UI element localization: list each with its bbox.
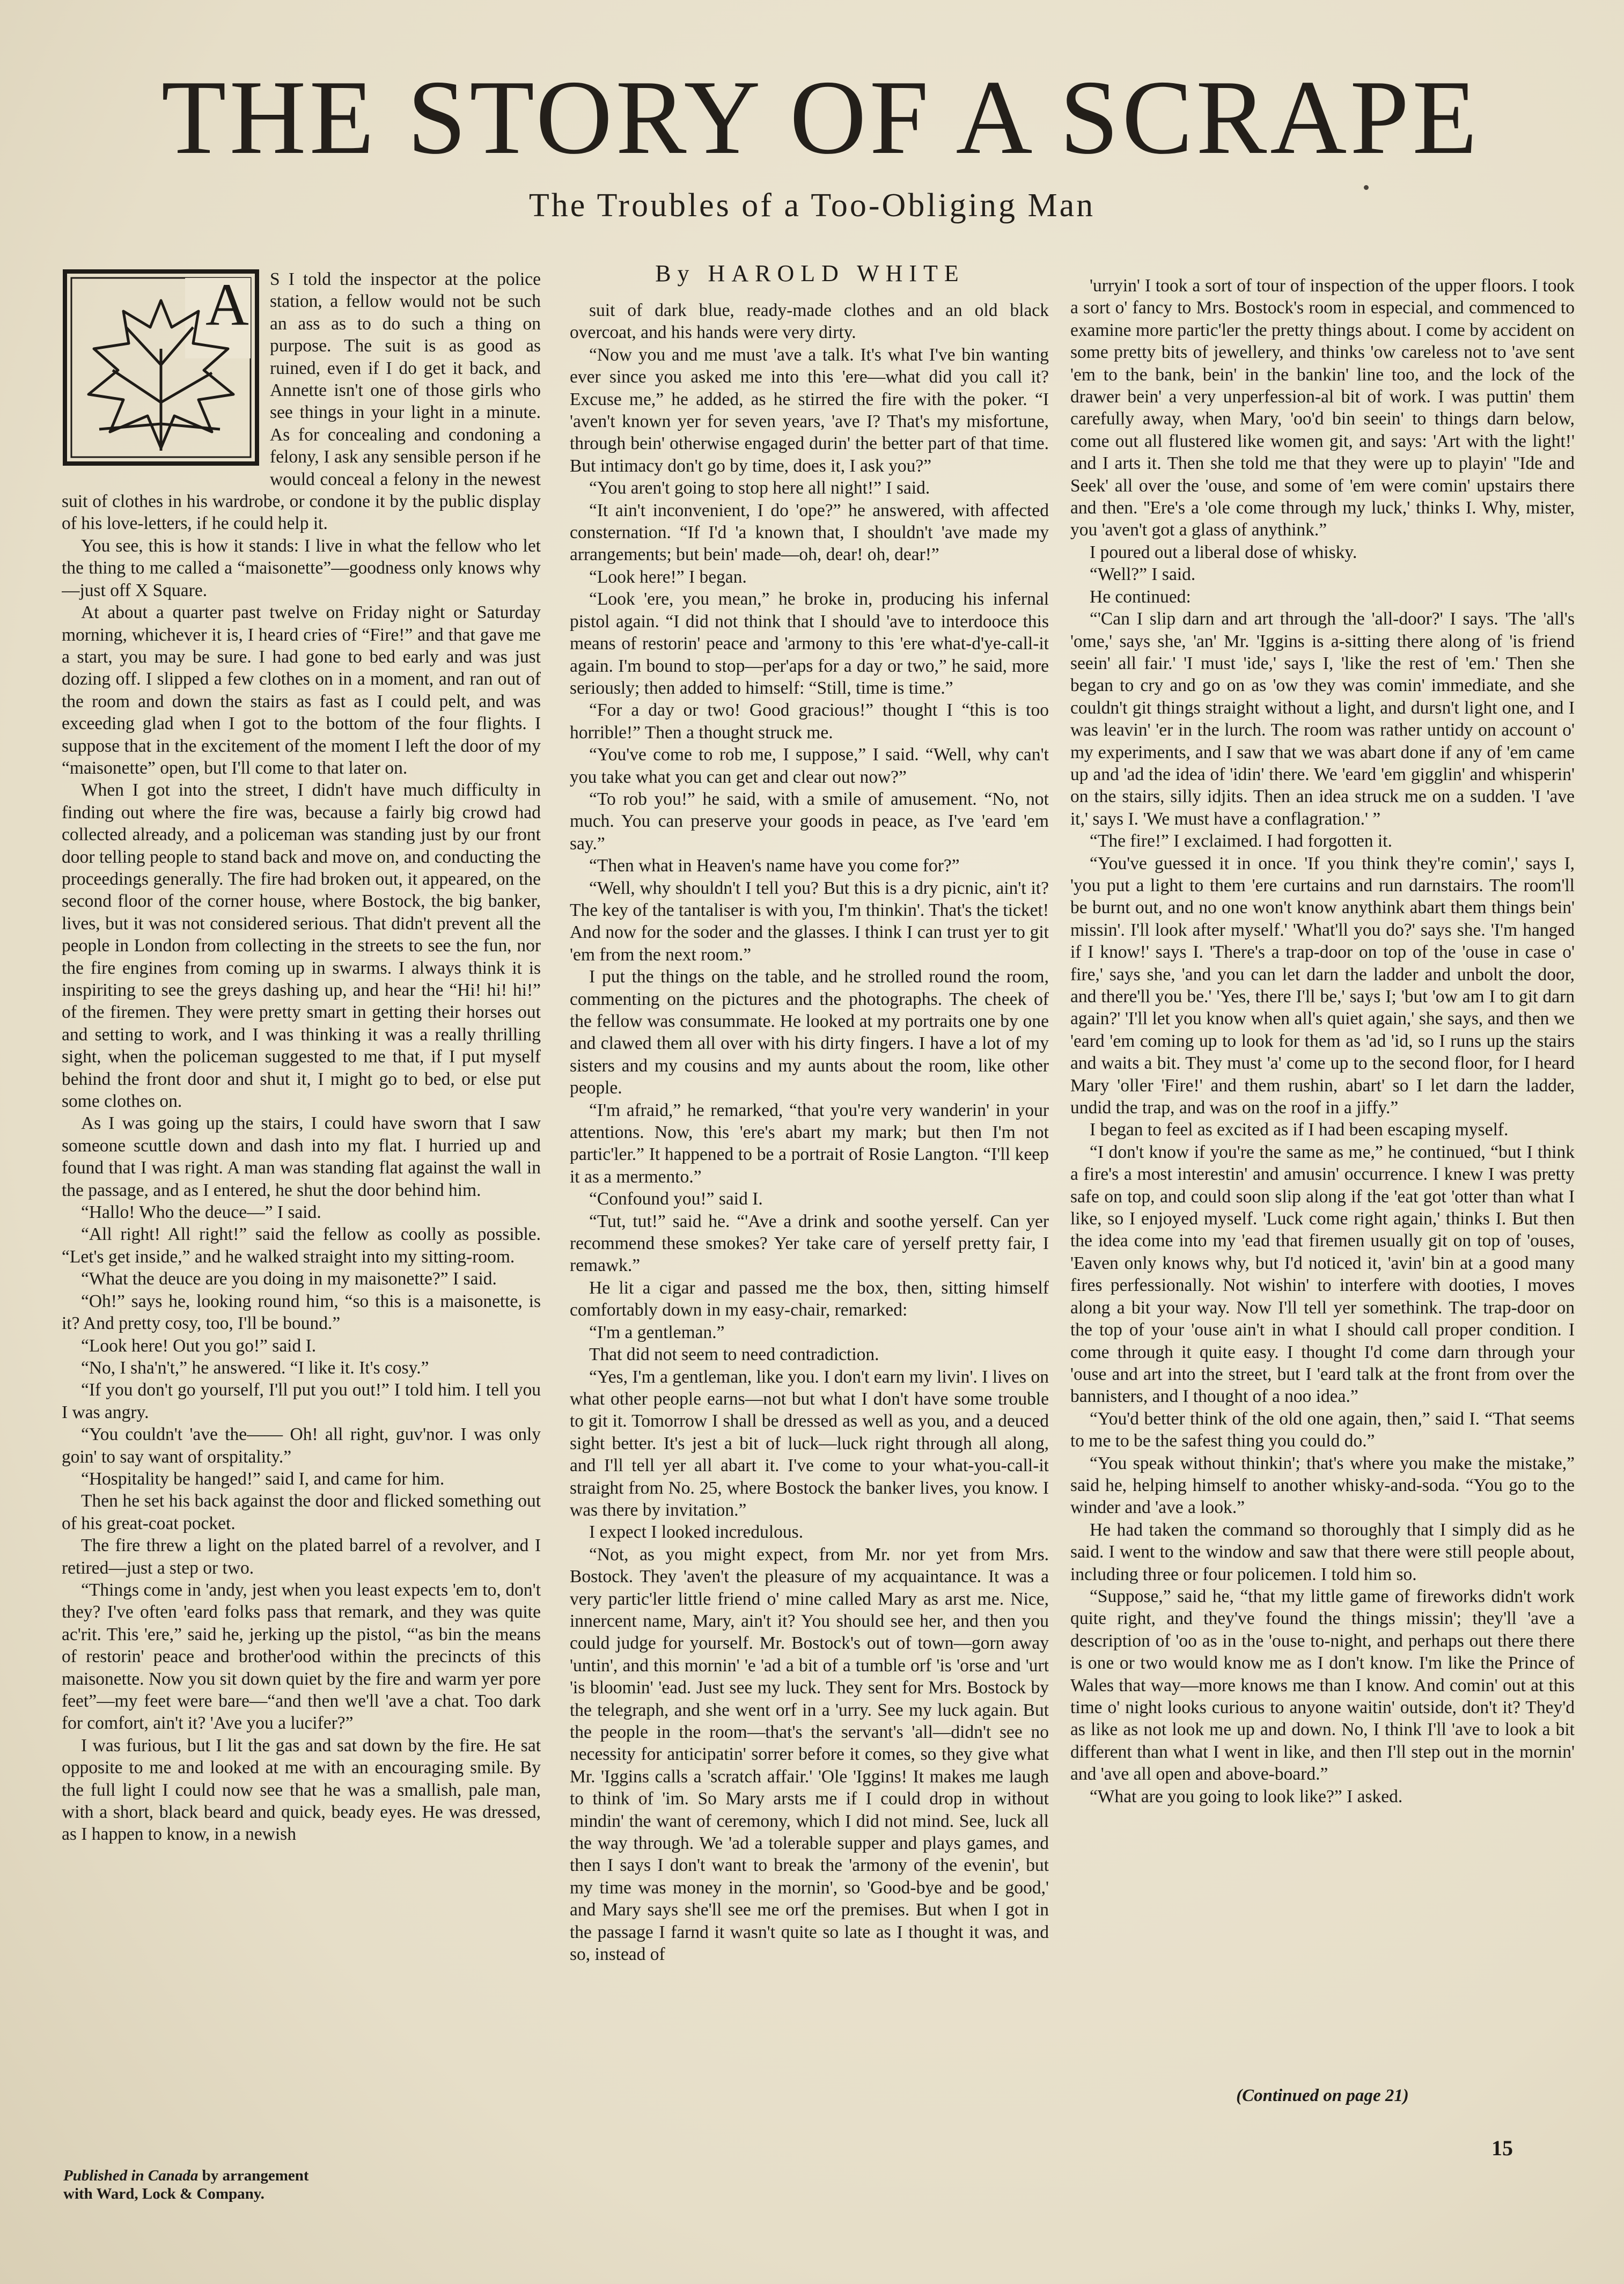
publication-note-lead: Published in Canada xyxy=(63,2167,199,2184)
dropcap-letter: A xyxy=(205,271,249,338)
paragraph: He lit a cigar and passed me the box, then, sitting himself comfortably down in my easy-chair, remarked: xyxy=(570,1277,1049,1320)
paragraph: “You've guessed it in once. 'If you think they're comin',' says I, 'you put a light to them 'ere curtains and run darnstairs. The room'll be burnt out, and no one won't know anythink abart them things bein' missin'. I'll look after myself.' 'What'll you do?' says she. 'I'm hanged if I know!' says I. 'There's a trap-door on top of the 'ouse in case o' fire,' says she, 'and you can let darn the ladder and unbolt the door, and there'll you be.' 'Yes, there I'll be,' says I; 'but 'ow am I to git darn again?' 'I'll let you know when all's quiet again,' she says, and then we 'eard 'em coming up to look for them as 'ad 'id, so I runs up the stairs and waits a bit. They must 'a' come up to the second floor, for I heard Mary 'oller 'Fire!' and them rushin, abart' so I let darn the ladder, undid the trap, and was on the roof in a jiffy.” xyxy=(1070,853,1575,1118)
paragraph: S I told the inspector at the police station, a fellow would not be such an ass as to do such a thing on purpose. The suit is as good as ruined, even if I do get it back, and Annette isn't one of those girls who see things in your light in a minute. As for concealing and condoning a felony, I ask any sensible person if he would conceal a felony in the newest suit of clothes in his wardrobe, or condone it by the public display of his love-letters, if he could help it. xyxy=(62,269,541,534)
paragraph: “Hallo! Who the deuce—” I said. xyxy=(81,1202,321,1223)
publication-note xyxy=(63,2167,332,2203)
paragraph: “Well, why shouldn't I tell you? But this is a dry picnic, ain't it? The key of the tantaliser is with you, I'm thinkin'. That's the ticket! And now for the soder and the glasses. I think I can trust yer to git 'em from the next room.” xyxy=(570,878,1049,965)
paragraph: “Look here!” I began. xyxy=(589,567,747,587)
page-number: 15 xyxy=(1491,2136,1513,2160)
paragraph: “You couldn't 'ave the—— Oh! all right, guv'nor. I was only goin' to say want of orspitality.” xyxy=(62,1424,541,1467)
paragraph: “If you don't go yourself, I'll put you out!” I told him. I tell you I was angry. xyxy=(62,1380,541,1422)
paragraph: “What the deuce are you doing in my maisonette?” I said. xyxy=(81,1269,497,1289)
paragraph: “For a day or two! Good gracious!” thought I “this is too horrible!” Then a thought struck me. xyxy=(570,700,1049,743)
paragraph: I began to feel as excited as if I had been escaping myself. xyxy=(1090,1120,1509,1140)
column-2-paragraphs xyxy=(570,299,1049,1965)
paragraph: He had taken the command so thoroughly that I simply did as he said. I went to the window and saw that there were still people about, including three or four policemen. I told him so. xyxy=(1070,1519,1575,1584)
paragraph: “All right! All right!” said the fellow as coolly as possible. “Let's get inside,” and he walked straight into my sitting-room. xyxy=(62,1224,541,1267)
paragraph: “Look here! Out you go!” said I. xyxy=(81,1335,317,1356)
paragraph: “Hospitality be hanged!” said I, and came for him. xyxy=(81,1468,445,1489)
paragraph: At about a quarter past twelve on Friday night or Saturday morning, whichever it is, I heard cries of “Fire!” and that gave me a start, you may be sure. I had gone to bed early and was just dozing off. I slipped a few clothes on in a moment, and ran out of the room and down the stairs as fast as I could pelt, and was exceeding glad when I got to the bottom of the four flights. I suppose that in the excitement of the moment I left the door of my “maisonette” open, but I'll come to that later on. xyxy=(62,603,541,778)
paragraph: “Not, as you might expect, from Mr. nor yet from Mrs. Bostock. They 'aven't the pleasure of my acquaintance. It was a very partic'ler little friend o' mine called Mary as arst me. Nice, innercent name, Mary, ain't it? You should see her, and then you could judge for yourself. Mr. Bostock's out of town—gorn away 'untin', and this mornin' 'e 'ad a bit of a tumble orf 'is 'orse and 'urt 'is bloomin' 'ead. Just see my luck. They sent for Mrs. Bostock by the telegraph, and she went orf in a 'urry. See my luck again. But the people in the room—that's the servant's 'all—didn't see no necessity for anticipatin' sorrer before it comes, so they give what Mr. 'Iggins calls a 'scratch affair.' 'Ole 'Iggins! It makes me laugh to think of 'im. So Mary arsts me if I could drop in without mindin' the want of ceremony, which I did not mind. See, luck all the way through. We 'ad a tolerable supper and plays games, and then I says I don't want to break the 'armony of the evenin', but my time was money in the mornin', so 'Good-bye and be good,' and Mary says she'll see me orf the premises. But when I got in the passage I farnd it wasn't quite so late as I thought it was, and so, instead of xyxy=(570,1544,1049,1965)
text-column-3 xyxy=(1070,275,1575,2045)
author-byline: By HAROLD WHITE xyxy=(655,260,965,287)
paragraph: The fire threw a light on the plated barrel of a revolver, and I retired—just a step or two. xyxy=(62,1536,541,1578)
paragraph: “To rob you!” he said, with a smile of amusement. “No, not much. You can preserve your goods in peace, as I've 'eard 'em say.” xyxy=(570,789,1049,854)
paragraph: “You'd better think of the old one again, then,” said I. “That seems to me to be the safest thing you could do.” xyxy=(1070,1408,1575,1451)
paragraph: Then he set his back against the door and flicked something out of his great-coat pocket. xyxy=(62,1491,541,1533)
paragraph: As I was going up the stairs, I could have sworn that I saw someone scuttle down and dash into my flat. I hurried up and found that I was right. A man was standing flat against the wall in the passage, and as I entered, he shut the door behind him. xyxy=(62,1113,541,1200)
paragraph: When I got into the street, I didn't have much difficulty in finding out where the fire was, because a fairly big crowd had collected already, and a policeman was standing just by our front door telling people to stand back and move on, and conducting the proceedings generally. The fire had broken out, it appeared, on the second floor of the corner house, where Bostock, the big banker, lives, but it was not considered serious. That didn't prevent all the people in London from collecting in the streets to see the fun, nor the fire engines from coming up in swarms. I always think it is inspiriting to see the greys dashing up, and hear the “Hi! hi! hi!” of the firemen. They were pretty smart in getting their horses out and setting to work, and I was thinking it was a really thrilling sight, when the policeman suggested to me that, if I put myself behind the front door and shut it, I might go to bed, or else put some clothes on. xyxy=(62,780,541,1112)
publication-note-rest: by arrangement with Ward, Lock & Company. xyxy=(63,2167,309,2202)
paragraph: “It ain't inconvenient, I do 'ope?” he answered, with affected consternation. “If I'd 'a known that, I shouldn't 'ave made my arrangements; but bein' made—oh, dear! oh, dear!” xyxy=(570,500,1049,565)
paragraph: “Look 'ere, you mean,” he broke in, producing his infernal pistol again. “I did not think that I should 'ave to interdooce this means of restorin' peace and 'armony to this 'ere what-d'ye-call-it again. I'm bound to stop—per'aps for a day or two,” he said, more seriously; then added to himself: “Still, time is time.” xyxy=(570,589,1049,698)
paragraph: “I'm afraid,” he remarked, “that you're very wanderin' in your attentions. Now, this 'ere's abart my mark; but then I'm not partic'ler.” It happened to be a portrait of Rosie Langton. “I'll keep it as a mermento.” xyxy=(570,1100,1049,1187)
paragraph: “Then what in Heaven's name have you come for?” xyxy=(589,856,960,876)
paragraph: That did not seem to need contradiction. xyxy=(589,1345,879,1365)
text-column-1 xyxy=(62,268,541,2157)
paragraph: suit of dark blue, ready-made clothes and an old black overcoat, and his hands were very dirty. xyxy=(570,300,1049,343)
continued-note: (Continued on page 21) xyxy=(1236,2086,1409,2105)
column-1-paragraphs xyxy=(62,268,541,1846)
paragraph: “You speak without thinkin'; that's where you make the mistake,” said he, helping himself to another whisky-and-soda. “You go to the winder and 'ave a look.” xyxy=(1070,1453,1575,1518)
article-title: THE STORY OF A SCRAPE xyxy=(161,58,1481,176)
paragraph: “I'm a gentleman.” xyxy=(589,1322,725,1342)
article-subtitle: The Troubles of a Too-Obliging Man xyxy=(528,187,1096,224)
paragraph: “Confound you!” said I. xyxy=(589,1189,763,1209)
paragraph: “The fire!” I exclaimed. I had forgotten it. xyxy=(1090,831,1392,851)
paragraph: You see, this is how it stands: I live in what the fellow who let the thing to me called a “maisonette”—goodness only knows why—just off X Square. xyxy=(62,535,541,600)
paragraph: “No, I sha'n't,” he answered. “I like it. It's cosy.” xyxy=(81,1357,429,1378)
maple-leaf-icon xyxy=(62,268,260,467)
column-3-paragraphs xyxy=(1070,275,1575,1808)
paragraph: I poured out a liberal dose of whisky. xyxy=(1090,542,1357,562)
paragraph: “I don't know if you're the same as me,” he continued, “but I think a fire's a most interestin' and amusin' occurrence. I knew I was pretty safe on top, and could soon slip along if the 'eat got 'otter than what I like, so I enjoyed myself. 'Luck come right again,' thinks I. But then the idea come into my 'ead that firemen usually git on top of 'ouses, 'Eaven only knows why, but I'd noticed it, 'avin' bin at a good many fires perfessionally. Not wishin' to interfere with dooties, I moves along a bit your way. Now I'll tell yer somethink. The trap-door on the top of your 'ouse ain't in what I should call proper condition. I come through it quite easy. I thought I'd come darn through your 'ouse and art into the street, but I 'eard talk at the front from over the bannisters, and I thought of a noo idea.” xyxy=(1070,1142,1575,1407)
paragraph: “You've come to rob me, I suppose,” I said. “Well, why can't you take what you can get and clear out now?” xyxy=(570,745,1049,787)
paragraph: “Now you and me must 'ave a talk. It's what I've bin wanting ever since you asked me into this 'ere—what did you call it? Excuse me,” he added, as he stirred the fire with the poker. “I 'aven't known yer for seven years, 'ave I? That's my misfortune, through bein' otherwise engaged durin' the better part of that time. But intimacy don't go by time, does it, I ask you?” xyxy=(570,344,1049,476)
paragraph: “Yes, I'm a gentleman, like you. I don't earn my livin'. I lives on what other people earns—not but what I don't have some trouble to git it. Tomorrow I shall be dressed as well as you, and a deuced sight better. It's jest a bit of luck—luck right through all along, and I'll tell yer all abart it. I've come to your what-you-call-it straight from No. 25, where Bostock the banker lives, you know. I was there by invitation.” xyxy=(570,1367,1049,1520)
paragraph: “'Can I slip darn and art through the 'all-door?' I says. 'The 'all's 'ome,' says she, 'an' Mr. 'Iggins is a-sitting there along of 'is friend seein' all fair.' 'I must 'ide,' says I, 'like the rest of 'em.' Then she began to cry and go on as 'ow they was comin' immediate, and she couldn't git things straight without a light, and dursn't light one, and I was leavin' 'er in the lurch. The room was rather untidy on account o' my experiments, and I saw that we was abart done if any of 'em came up and 'ad the idea of 'idin' there. We 'eard 'em gigglin' and whisperin' on the stairs, silly idjits. Then an idea struck me on a sudden. 'I 'ave it,' says I. 'We must have a conflagration.' ” xyxy=(1070,609,1575,829)
paragraph: I put the things on the table, and he strolled round the room, commenting on the pictures and the photographs. The cheek of the fellow was consummate. He looked at my portraits one by one and clawed them all over with his dirty fingers. I have a lot of my sisters and my cousins and my aunts about the room, like other people. xyxy=(570,967,1049,1098)
paragraph: “What are you going to look like?” I asked. xyxy=(1090,1786,1403,1806)
paragraph: “Things come in 'andy, jest when you least expects 'em to, don't they? I've often 'eard folks pass that remark, and they was quite ac'rit. This 'ere,” said he, jerking up the pistol, “'as bin the means of restorin' peace and brother'ood within the precincts of this maisonette. Now you sit down quiet by the fire and warm yer pore feet”—my feet were bare—“and then we'll 'ave a chat. Too dark for comfort, ain't it? 'Ave you a lucifer?” xyxy=(62,1580,541,1734)
paragraph: “Suppose,” said he, “that my little game of fireworks didn't work quite right, and they've found the things missin'; they'll 'ave a description of 'oo as in the 'ouse to-night, and perhaps out there there is one or two would know me as I don't know. I'm like the Prince of Wales that way—more knows me than I know. And comin' out at this time o' night looks curious to anyone waitin' outside, don't it? They'd as like as not look me up and down. No, I think I'll 'ave to look a bit different than what I went in like, and then I'll step out in the mornin' and 'ave all open and above-board.” xyxy=(1070,1586,1575,1784)
paragraph: “Oh!” says he, looking round him, “so this is a maisonette, is it? And pretty cosy, too, I'll be bound.” xyxy=(62,1291,541,1334)
paragraph: 'urryin' I took a sort of tour of inspection of the upper floors. I took a sort o' fancy to Mrs. Bostock's room in especial, and commenced to examine more partic'ler the pretty things about. I come by accident on some pretty bits of jewellery, and thinks 'ow careless not to 'ave sent 'em to the bank, bein' in the bankin' line too, and the lock of the drawer bein' a very unperfession-al bit of work. I was puttin' them carefully away, when Mary, 'oo'd bin seein' to things darn below, come out all flustered like women git, and says: 'Art with the light!' and I arts it. Then she told me that they were up to playin' ''Ide and Seek' all over the 'ouse, and some of 'em were comin' upstairs there and then. ''Ere's a 'ole come through my luck,' thinks I. Why, mister, you 'aven't got a glass of anythink.” xyxy=(1070,276,1575,540)
paragraph: “Tut, tut!” said he. “'Ave a drink and soothe yerself. Can yer recommend these smokes? Yer take care of yerself pretty fair, I remawk.” xyxy=(570,1211,1049,1276)
text-column-2 xyxy=(570,299,1049,2050)
paragraph: “You aren't going to stop here all night!” I said. xyxy=(589,478,930,498)
paragraph: I was furious, but I lit the gas and sat down by the fire. He sat opposite to me and looked at me with an encouraging smile. By the full light I could now see that he was a smallish, pale man, with a short, black beard and quick, beady eyes. He was dressed, as I happen to know, in a newish xyxy=(62,1735,541,1845)
paragraph: He continued: xyxy=(1090,586,1191,607)
paragraph: I expect I looked incredulous. xyxy=(589,1522,804,1543)
paragraph: “Well?” I said. xyxy=(1090,564,1196,585)
